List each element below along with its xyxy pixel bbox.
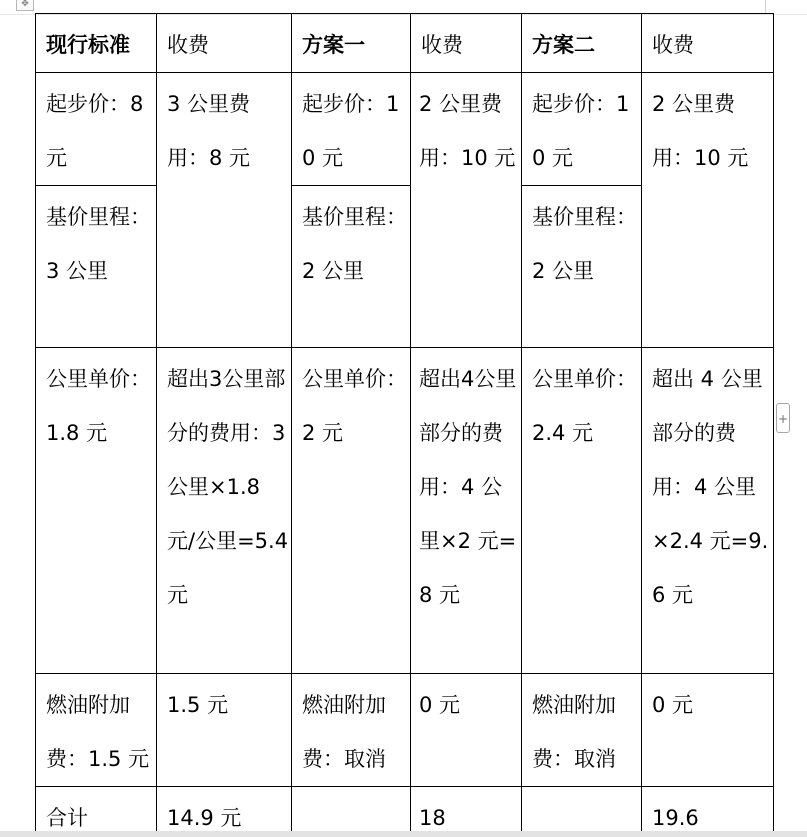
current-fuel-fee-cell[interactable]: 1.5 元	[157, 674, 292, 787]
current-excess-fee-cell[interactable]: 超出3公里部分的费用：3 公里×1.8 元/公里=5.4 元	[157, 348, 292, 674]
plan2-base-mileage-line1: 基价里程：	[532, 205, 637, 229]
plan2-start-price-cell[interactable]: 起步价：10 元	[522, 73, 642, 186]
status-strip	[0, 831, 807, 837]
plan1-start-fee-cell[interactable]: 2 公里费用：10 元	[411, 73, 522, 348]
header-row	[36, 14, 774, 73]
total-label-cell[interactable]: 合计	[36, 787, 157, 837]
plan1-total-label-cell[interactable]	[292, 787, 411, 837]
plan2-excess-fee-cell[interactable]: 超出 4 公里部分的费用：4 公里×2.4 元=9.6 元	[642, 348, 774, 674]
plan1-fuel-label-cell[interactable]: 燃油附加费：取消	[292, 674, 411, 787]
header-current-standard[interactable]: 现行标准	[36, 14, 157, 73]
header-fee[interactable]: 收费	[411, 14, 522, 73]
plus-icon[interactable]: +	[776, 403, 790, 433]
plan1-excess-fee-cell[interactable]: 超出4公里部分的费用：4 公里×2 元=8 元	[411, 348, 522, 674]
plan1-base-mileage-cell[interactable]: 基价里程：2 公里	[292, 186, 411, 348]
current-start-fee-cell[interactable]: 3 公里费用：8 元	[157, 73, 292, 348]
plan1-unit-price-cell[interactable]: 公里单价：2 元	[292, 348, 411, 674]
plan2-total-label-cell[interactable]	[522, 787, 642, 837]
header-fee[interactable]: 收费	[157, 14, 292, 73]
plan1-fuel-fee-cell[interactable]: 0 元	[411, 674, 522, 787]
header-fee[interactable]: 收费	[642, 14, 774, 73]
move-cross-icon[interactable]: ✥	[16, 0, 34, 11]
plan2-total-cell[interactable]: 19.6	[642, 787, 774, 837]
plan2-base-mileage-line2: 2 公里	[532, 259, 595, 283]
ruler-tick	[765, 0, 766, 14]
fare-comparison-table	[35, 13, 774, 837]
current-unit-price-cell[interactable]: 公里单价：1.8 元	[36, 348, 157, 674]
plan2-unit-price-cell[interactable]: 公里单价：2.4 元	[522, 348, 642, 674]
total-row	[36, 787, 774, 837]
plan1-total-cell[interactable]: 18	[411, 787, 522, 837]
current-base-mileage-cell[interactable]: 基价里程：3 公里	[36, 186, 157, 348]
plan2-start-fee-cell[interactable]: 2 公里费用：10 元	[642, 73, 774, 348]
current-fuel-label-cell[interactable]: 燃油附加费：1.5 元	[36, 674, 157, 787]
plan1-start-price-cell[interactable]: 起步价：10 元	[292, 73, 411, 186]
plan2-fuel-fee-cell[interactable]: 0 元	[642, 674, 774, 787]
fuel-surcharge-row	[36, 674, 774, 787]
current-total-cell[interactable]: 14.9 元	[157, 787, 292, 837]
plan2-base-mileage-cell[interactable]	[522, 186, 642, 348]
unit-price-row	[36, 348, 774, 674]
plan2-fuel-label-cell[interactable]: 燃油附加费：取消	[522, 674, 642, 787]
current-start-price-cell[interactable]: 起步价：8 元	[36, 73, 157, 186]
start-price-row	[36, 73, 774, 186]
header-plan-two[interactable]: 方案二	[522, 14, 642, 73]
header-plan-one[interactable]: 方案一	[292, 14, 411, 73]
